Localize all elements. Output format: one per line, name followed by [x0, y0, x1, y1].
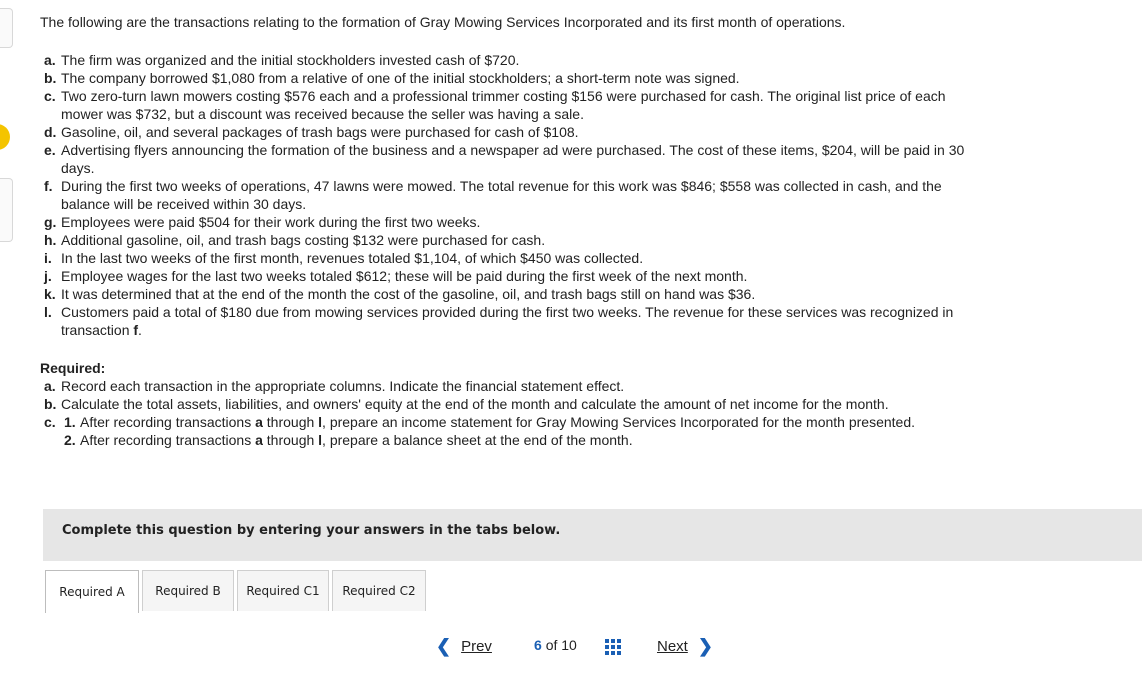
tab-bar [45, 570, 429, 612]
subitem-text-post: , prepare an income statement for Gray Mowing Services Incorporated for the month presented. [322, 414, 916, 430]
transaction-label: g. [44, 214, 57, 230]
transaction-label: d. [44, 124, 57, 140]
subitem-bold-a: a [255, 414, 263, 430]
current-page: 6 [534, 637, 542, 653]
required-text: Calculate the total assets, liabilities, and owners' equity at the end of the month and calculate the amount of net income for the month. [61, 396, 889, 412]
subitem-text-post: , prepare a balance sheet at the end of the month. [322, 432, 633, 448]
edge-marker[interactable] [0, 124, 10, 150]
tab-required-a[interactable]: Required A [45, 570, 139, 613]
transaction-label: j. [44, 268, 52, 284]
tab-required-c2[interactable]: Required C2 [332, 570, 426, 611]
required-label: c. [44, 414, 56, 430]
subitem-bold-l: l [318, 432, 323, 448]
required-heading: Required: [40, 360, 106, 376]
transaction-text: Employee wages for the last two weeks totaled $612; these will be paid during the first week of the next month. [61, 268, 748, 284]
edge-panel-mid[interactable] [0, 178, 13, 242]
transaction-text: During the first two weeks of operations, 47 lawns were mowed. The total revenue for this work was $846; $558 was collected in cash, and the balance will be received within 30 days. [61, 178, 942, 212]
total-pages: 10 [561, 637, 577, 653]
tab-required-c1[interactable]: Required C1 [237, 570, 329, 611]
required-subitem-c2 [44, 431, 964, 449]
required-item-a [44, 377, 964, 395]
subitem-label: 2. [64, 432, 76, 448]
transaction-text: Two zero-turn lawn mowers costing $576 each and a professional trimmer costing $156 were purchased for cash. The original list price of each mower was $732, but a discount was received because the seller was having a sale. [61, 88, 946, 122]
transaction-item [44, 303, 984, 339]
transaction-tail: . [138, 322, 142, 338]
question-intro: The following are the transactions relating to the formation of Gray Mowing Services Incorporated and its first month of operations. [40, 14, 846, 30]
transaction-item [44, 267, 984, 285]
transaction-item [44, 87, 984, 123]
subitem-bold-a: a [255, 432, 263, 448]
transaction-text: Customers paid a total of $180 due from mowing services provided during the first two weeks. The revenue for these services was recognized in transaction [61, 304, 954, 338]
transaction-text: It was determined that at the end of the month the cost of the gasoline, oil, and trash bags still on hand was $36. [61, 286, 756, 302]
instruction-banner [43, 509, 1142, 561]
required-item-c [44, 413, 964, 431]
transaction-label: f. [44, 178, 53, 194]
transaction-label: h. [44, 232, 57, 248]
edge-panel-top[interactable] [0, 8, 13, 48]
tab-required-b[interactable]: Required B [142, 570, 234, 611]
transaction-text: Gasoline, oil, and several packages of trash bags were purchased for cash of $108. [61, 124, 579, 140]
banner-text: Complete this question by entering your answers in the tabs below. [62, 523, 561, 538]
chevron-left-icon: ❮ [436, 636, 452, 656]
page-counter [534, 637, 577, 653]
left-edge-rail [0, 0, 14, 676]
transaction-label: l. [44, 304, 52, 320]
subitem-bold-l: l [318, 414, 323, 430]
required-list [44, 377, 964, 449]
transaction-item [44, 51, 984, 69]
required-text: Record each transaction in the appropriate columns. Indicate the financial statement effect. [61, 378, 625, 394]
transaction-text: Additional gasoline, oil, and trash bags costing $132 were purchased for cash. [61, 232, 546, 248]
grid-icon[interactable] [605, 639, 621, 655]
transaction-text: The firm was organized and the initial stockholders invested cash of $720. [61, 52, 520, 68]
transaction-text: Employees were paid $504 for their work during the first two weeks. [61, 214, 481, 230]
required-label: b. [44, 396, 57, 412]
required-subitem-c1 [44, 413, 964, 431]
prev-label: Prev [461, 638, 492, 655]
transaction-text: In the last two weeks of the first month, revenues totaled $1,104, of which $450 was collected. [61, 250, 644, 266]
transaction-item [44, 141, 984, 177]
transaction-item [44, 231, 984, 249]
subitem-text-mid: through [262, 414, 319, 430]
transaction-text: Advertising flyers announcing the formation of the business and a newspaper ad were purchased. The cost of these items, $204, will be paid in 30 days. [61, 142, 965, 176]
subitem-label: 1. [64, 414, 76, 430]
subitem-text-pre: After recording transactions [80, 432, 256, 448]
prev-button[interactable] [436, 636, 492, 657]
transaction-label: i. [44, 250, 52, 266]
subitem-text-pre: After recording transactions [80, 414, 256, 430]
transaction-label: c. [44, 88, 56, 104]
transaction-label: a. [44, 52, 56, 68]
transaction-item [44, 213, 984, 231]
transaction-item [44, 177, 984, 213]
transaction-item [44, 285, 984, 303]
transaction-label: k. [44, 286, 56, 302]
transaction-label: e. [44, 142, 56, 158]
chevron-right-icon: ❯ [697, 636, 713, 656]
transaction-ref: f [133, 322, 139, 338]
transaction-list [44, 51, 984, 339]
page-of: of [545, 637, 558, 653]
transaction-item [44, 249, 984, 267]
required-label: a. [44, 378, 56, 394]
required-item-b [44, 395, 964, 413]
transaction-item [44, 123, 984, 141]
next-button[interactable] [657, 636, 713, 657]
next-label: Next [657, 638, 688, 655]
transaction-label: b. [44, 70, 57, 86]
transaction-text: The company borrowed $1,080 from a relative of one of the initial stockholders; a short-term note was signed. [61, 70, 740, 86]
subitem-text-mid: through [262, 432, 319, 448]
transaction-item [44, 69, 984, 87]
